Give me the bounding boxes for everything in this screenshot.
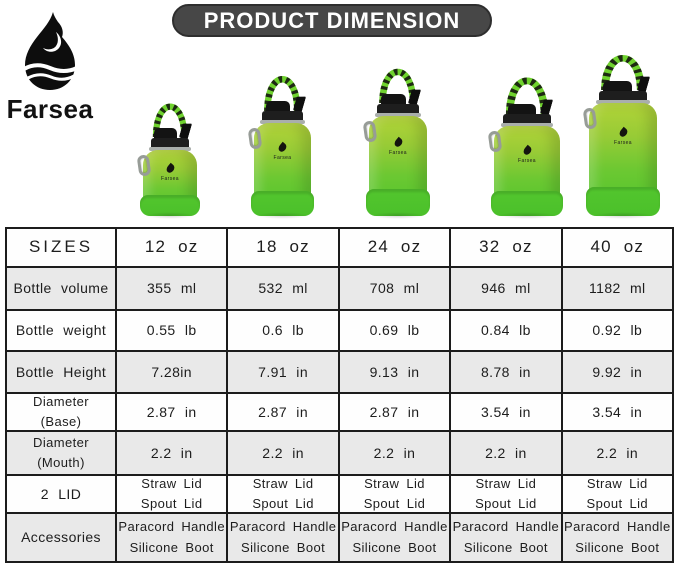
table-cell: 0.92 lb (563, 311, 672, 350)
table-corner-header: SIZES (7, 229, 115, 266)
drop-icon (164, 163, 175, 174)
table-cell: 2.2 in (228, 432, 337, 474)
row-label: Diameter (Base) (7, 394, 115, 430)
table-cell: 9.92 in (563, 352, 672, 392)
bottle-logo-text: Farsea (518, 157, 536, 164)
table-cell: 2.2 in (563, 432, 672, 474)
drop-icon (617, 126, 628, 137)
table-cell: 3.54 in (451, 394, 560, 430)
row-label: 2 LID (7, 476, 115, 512)
drop-icon (521, 144, 532, 155)
row-label: Accessories (7, 514, 115, 561)
table-cell: 532 ml (228, 268, 337, 309)
table-cell: Straw Lid Spout Lid (228, 476, 337, 512)
table-cell: 0.55 lb (117, 311, 226, 350)
table-cell: 9.13 in (340, 352, 449, 392)
silicone-boot (491, 191, 563, 216)
bottle-logo-text: Farsea (161, 176, 179, 183)
table-cell: 2.87 in (228, 394, 337, 430)
bottle-24oz (369, 58, 427, 215)
table-cell: Straw Lid Spout Lid (563, 476, 672, 512)
table-cell: Paracord Handle Silicone Boot (451, 514, 560, 561)
silicone-boot (586, 187, 660, 216)
row-label: Bottle volume (7, 268, 115, 309)
table-cell: 2.2 in (340, 432, 449, 474)
silicone-boot (366, 189, 430, 216)
table-cell: 8.78 in (451, 352, 560, 392)
table-cell: 0.84 lb (451, 311, 560, 350)
table-cell: 2.2 in (117, 432, 226, 474)
table-cell: 3.54 in (563, 394, 672, 430)
table-cell: 1182 ml (563, 268, 672, 309)
drop-icon (392, 137, 403, 148)
table-cell: 2.87 in (340, 394, 449, 430)
dimension-table (5, 227, 674, 563)
column-header: 40 oz (563, 229, 672, 266)
table-cell: Paracord Handle Silicone Boot (563, 514, 672, 561)
table-cell: 946 ml (451, 268, 560, 309)
table-cell: 708 ml (340, 268, 449, 309)
table-cell: 355 ml (117, 268, 226, 309)
page-title: PRODUCT DIMENSION (203, 7, 461, 33)
table-cell: 2.2 in (451, 432, 560, 474)
table-cell: 0.6 lb (228, 311, 337, 350)
bottle-logo (369, 138, 427, 156)
title-banner (172, 4, 492, 37)
column-header: 32 oz (451, 229, 560, 266)
bottle-logo-text: Farsea (389, 149, 407, 156)
bottle-logo (589, 128, 657, 146)
water-drop-logo-icon (20, 10, 80, 94)
table-cell: Straw Lid Spout Lid (117, 476, 226, 512)
brand-wordmark: Farsea (6, 94, 94, 124)
table-cell: Straw Lid Spout Lid (340, 476, 449, 512)
table-cell: 7.91 in (228, 352, 337, 392)
table-cell: Paracord Handle Silicone Boot (228, 514, 337, 561)
column-header: 24 oz (340, 229, 449, 266)
brand-logo (4, 10, 96, 125)
silicone-boot (251, 191, 314, 217)
bottle-logo (143, 164, 197, 182)
column-header: 18 oz (228, 229, 337, 266)
column-header: 12 oz (117, 229, 226, 266)
bottle-logo-text: Farsea (614, 139, 632, 146)
bottle-logo-text: Farsea (273, 155, 292, 162)
drop-icon (277, 142, 288, 153)
table-cell: Paracord Handle Silicone Boot (340, 514, 449, 561)
table-cell: 7.28in (117, 352, 226, 392)
bottle-logo (494, 146, 560, 164)
table-cell: Paracord Handle Silicone Boot (117, 514, 226, 561)
table-cell: 0.69 lb (340, 311, 449, 350)
bottle-40oz (589, 44, 657, 215)
silicone-boot (140, 195, 200, 216)
carabiner-icon (583, 107, 598, 129)
row-label: Bottle Height (7, 352, 115, 392)
row-label: Bottle weight (7, 311, 115, 350)
bottle-32oz (494, 66, 560, 215)
table-cell: Straw Lid Spout Lid (451, 476, 560, 512)
bottle-12oz (143, 93, 197, 215)
row-label: Diameter (Mouth) (7, 432, 115, 474)
bottle-18oz (254, 65, 311, 215)
bottle-logo (254, 143, 311, 161)
table-cell: 2.87 in (117, 394, 226, 430)
